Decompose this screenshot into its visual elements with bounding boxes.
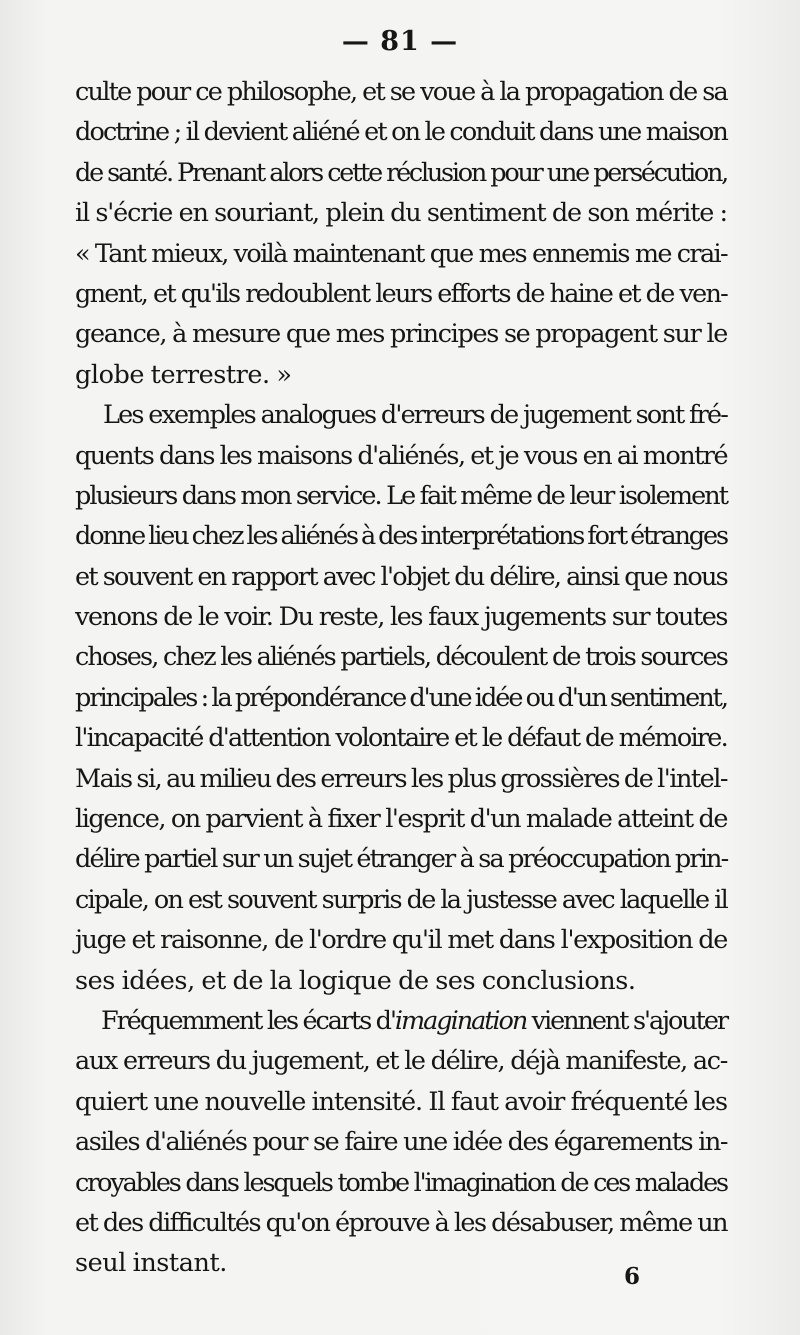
signature-mark: 6 (623, 1263, 640, 1290)
text-line: ses idées, et de la logique de ses conclusions. (75, 965, 636, 996)
text-line: il s'écrie en souriant, plein du sentiment de son mérite : (75, 198, 727, 229)
body-text (75, 72, 727, 1284)
text-line: ligence, on parvient à fixer l'esprit d'un malade atteint de (75, 804, 727, 835)
page-number: — 81 — (341, 26, 459, 57)
text-line: et souvent en rapport avec l'objet du délire, ainsi que nous (75, 561, 727, 592)
text-line: de santé. Prenant alors cette réclusion pour une persécution, (75, 157, 727, 188)
text-line: globe terrestre. » (75, 359, 292, 390)
text-line: cipale, on est souvent surpris de la justesse avec laquelle il (75, 884, 727, 915)
text-line: doctrine ; il devient aliéné et on le conduit dans une maison (75, 117, 727, 148)
text-line: geance, à mesure que mes principes se propagent sur le (75, 319, 727, 350)
text-line: l'incapacité d'attention volontaire et le défaut de mémoire. (75, 723, 727, 754)
text-line: culte pour ce philosophe, et se voue à la propagation de sa (75, 77, 727, 107)
text-line (75, 1001, 727, 1041)
text-line: quents dans les maisons d'aliénés, et je vous en ai montré (75, 440, 727, 471)
text-line: Mais si, au milieu des erreurs les plus grossières de l'intel- (75, 763, 727, 794)
text-line: seul instant. (75, 1248, 227, 1279)
text-line: gnent, et qu'ils redoublent leurs efforts de haine et de ven- (75, 278, 727, 309)
text-line: donne lieu chez les aliénés à des interprétations fort étranges (75, 521, 727, 552)
text-line: plusieurs dans mon service. Le fait même de leur isolement (75, 480, 727, 511)
text-line: juge et raisonne, de l'ordre qu'il met dans l'exposition de (75, 925, 727, 956)
text-line: quiert une nouvelle intensité. Il faut avoir fréquenté les (75, 1086, 727, 1117)
text-line: délire partiel sur un sujet étranger à sa préoccupation prin- (75, 844, 728, 875)
italic-word: imagination (394, 1005, 527, 1036)
text-fragment: Fréquemment les écarts d' (101, 1005, 395, 1036)
text-line: choses, chez les aliénés partiels, découlent de trois sources (75, 642, 727, 673)
text-line: asiles d'aliénés pour se faire une idée des égarements in- (75, 1127, 727, 1158)
text-line: principales : la prépondérance d'une idée ou d'un sentiment, (75, 682, 727, 713)
text-line: croyables dans lesquels tombe l'imagination de ces malades (75, 1167, 727, 1198)
text-line: et des difficultés qu'on éprouve à les désabuser, même un (75, 1207, 727, 1238)
text-line: « Tant mieux, voilà maintenant que mes ennemis me crai- (75, 238, 727, 269)
text-line: venons de le voir. Du reste, les faux jugements sur toutes (75, 602, 727, 633)
text-fragment: viennent s'ajouter (526, 1005, 728, 1036)
text-line: Les exemples analogues d'erreurs de jugement sont fré- (103, 400, 727, 431)
text-line: aux erreurs du jugement, et le délire, déjà manifeste, ac- (75, 1046, 727, 1077)
